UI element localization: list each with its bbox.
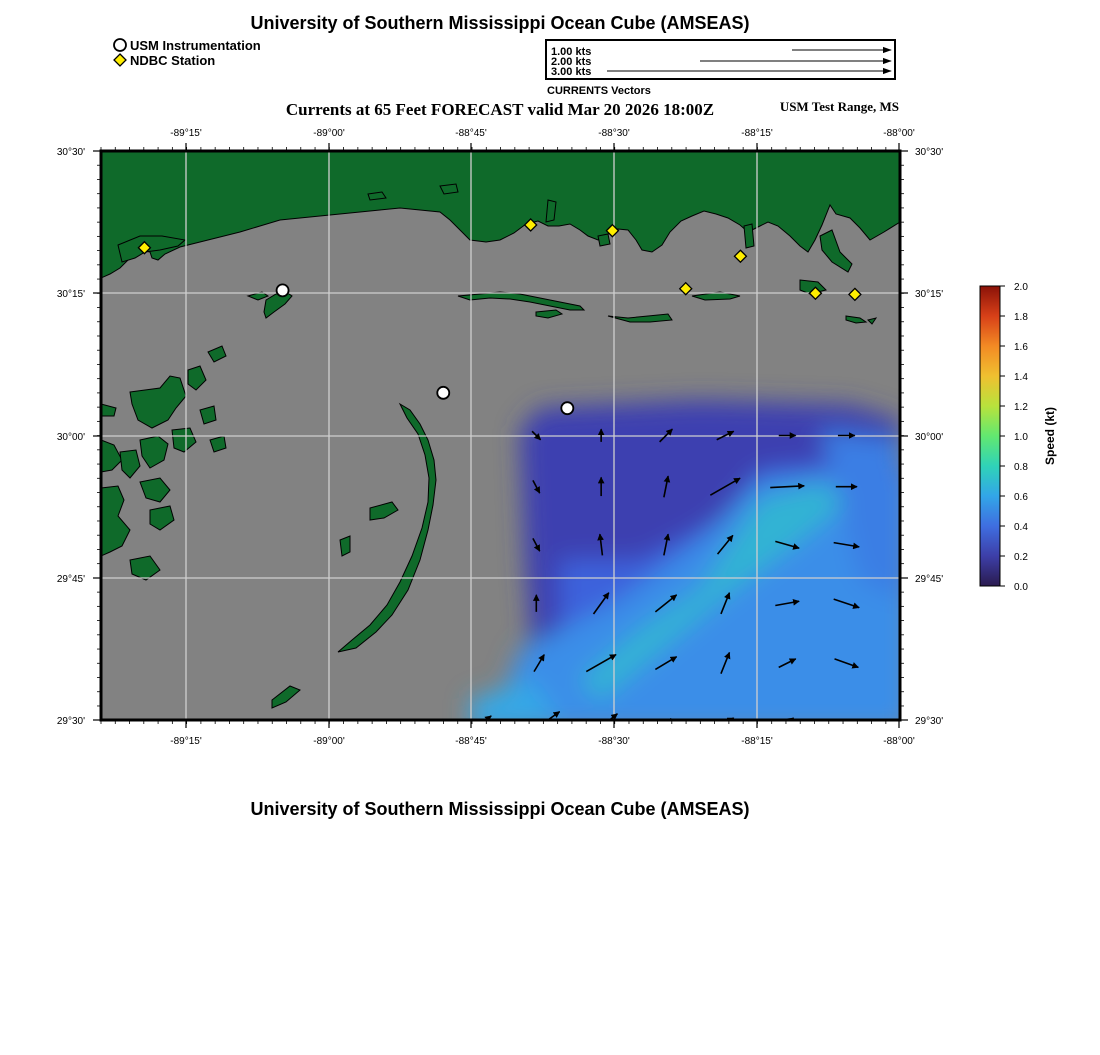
- usm-legend-icon: [114, 39, 126, 51]
- usm-instrument-icon[interactable]: [561, 402, 573, 414]
- colorbar-tick-label: 0.4: [1014, 522, 1028, 533]
- lat-labels-right: [915, 147, 943, 727]
- colorbar-label: Speed (kt): [1043, 406, 1057, 466]
- usm-legend-label: USM Instrumentation: [130, 38, 261, 53]
- colorbar-tick-label: 0.0: [1014, 582, 1028, 593]
- colorbar-tick-label: 0.8: [1014, 462, 1028, 473]
- colorbar-tick-label: 0.2: [1014, 552, 1028, 563]
- speed-field: [470, 400, 910, 730]
- lon-label-top: -88°00': [883, 128, 915, 139]
- lat-labels-left: [57, 147, 85, 727]
- lon-label-bottom: -88°45': [455, 736, 487, 747]
- colorbar-tick-label: 1.0: [1014, 432, 1028, 443]
- lon-label-bottom: -88°00': [883, 736, 915, 747]
- region-label: USM Test Range, MS: [779, 99, 899, 114]
- lon-label-top: -88°45': [455, 128, 487, 139]
- vector-key-label-3: 3.00 kts: [551, 66, 592, 78]
- colorbar-tick-label: 0.6: [1014, 492, 1028, 503]
- vector-key-label-1: 1.00 kts: [551, 46, 592, 58]
- lat-label-right: 29°45': [915, 574, 944, 585]
- lon-label-bottom: -89°00': [313, 736, 345, 747]
- lat-label-right: 30°00': [915, 432, 944, 443]
- colorbar: [980, 282, 1057, 593]
- lat-label-right: 29°30': [915, 716, 944, 727]
- lon-label-bottom: -88°15': [741, 736, 773, 747]
- usm-instrument-icon[interactable]: [277, 284, 289, 296]
- lon-label-top: -89°00': [313, 128, 345, 139]
- ndbc-legend-label: NDBC Station: [130, 53, 216, 68]
- colorbar-tick-label: 2.0: [1014, 282, 1028, 293]
- vector-key-box: [546, 40, 895, 79]
- lon-labels-top: [170, 128, 915, 139]
- usm-instrument-icon[interactable]: [437, 387, 449, 399]
- lat-label-left: 29°45': [56, 574, 85, 585]
- figure-title: University of Southern Mississippi Ocean Cube (AMSEAS): [250, 13, 750, 33]
- colorbar-ramp: [980, 286, 1000, 586]
- map-panel: [57, 128, 943, 747]
- figure-subtitle: Currents at 65 Feet FORECAST valid Mar 20 2026 18:00Z: [285, 100, 715, 119]
- lon-label-top: -88°15': [741, 128, 773, 139]
- lon-label-top: -89°15': [170, 128, 202, 139]
- lat-label-right: 30°30': [915, 147, 944, 158]
- lat-label-right: 30°15': [915, 289, 944, 300]
- lon-label-top: -88°30': [598, 128, 630, 139]
- marker-legend: [114, 38, 261, 68]
- lat-label-left: 30°00': [56, 432, 85, 443]
- lon-label-bottom: -89°15': [170, 736, 202, 747]
- colorbar-tick-label: 1.6: [1014, 342, 1028, 353]
- lat-label-left: 30°15': [56, 289, 85, 300]
- colorbar-tick-label: 1.2: [1014, 402, 1028, 413]
- colorbar-tick-label: 1.4: [1014, 372, 1028, 383]
- vector-key-caption: CURRENTS Vectors: [547, 85, 651, 97]
- footer-title: University of Southern Mississippi Ocean Cube (AMSEAS): [250, 799, 750, 819]
- lon-labels-bottom: [170, 736, 915, 747]
- vector-key: [546, 40, 895, 97]
- ndbc-legend-icon: [114, 54, 126, 66]
- colorbar-tick-label: 1.8: [1014, 312, 1028, 323]
- lon-label-bottom: -88°30': [598, 736, 630, 747]
- lat-label-left: 30°30': [56, 147, 85, 158]
- vector-key-label-2: 2.00 kts: [551, 56, 592, 68]
- lat-label-left: 29°30': [56, 716, 85, 727]
